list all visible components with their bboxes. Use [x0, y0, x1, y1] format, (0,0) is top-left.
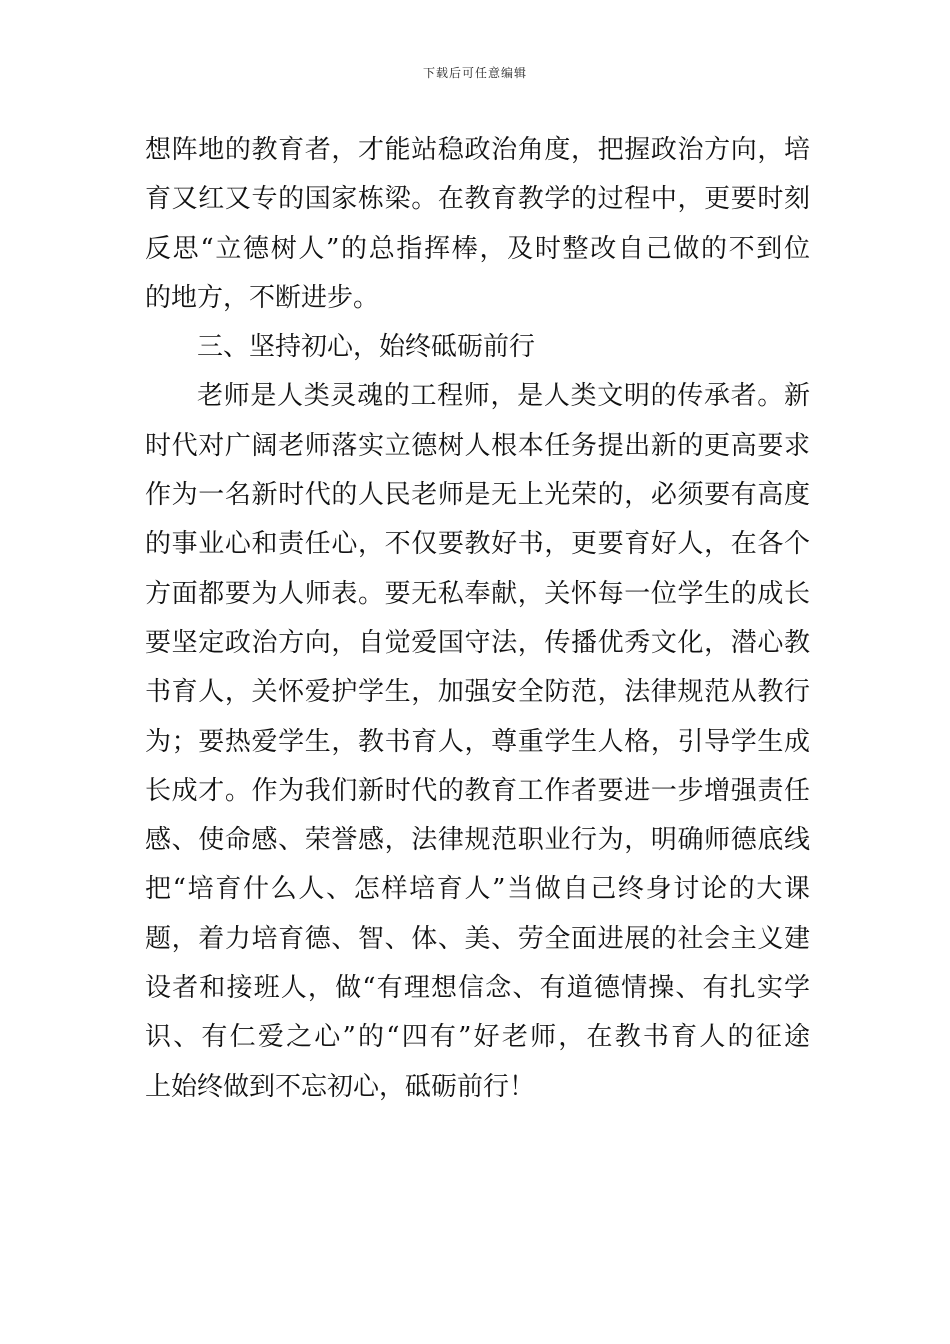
text-line: 想阵地的教育者，才能站稳政治角度，把握政治方向，培 — [145, 135, 810, 165]
text-line: 感、使命感、荣誉感，法律规范职业行为，明确师德底线 — [145, 825, 810, 856]
section-heading: 三、坚持初心，始终砥砺前行 — [197, 332, 536, 363]
text-line: 长成才。作为我们新时代的教育工作者要进一步增强责任 — [145, 775, 810, 806]
text-line: 上始终做到不忘初心，砥砺前行！ — [145, 1071, 536, 1102]
text-line: 的地方，不断进步。 — [145, 282, 380, 313]
text-line: 设者和接班人，做“有理想信念、有道德情操、有扎实学 — [145, 973, 810, 1004]
text-line: 识、有仁爱之心”的“四有”好老师，在教书育人的征途 — [145, 1022, 810, 1053]
text-line: 要坚定政治方向，自觉爱国守法，传播优秀文化，潜心教 — [145, 627, 810, 658]
text-line: 育又红又专的国家栋梁。在教育教学的过程中，更要时刻 — [145, 184, 810, 215]
text-line: 作为一名新时代的人民老师是无上光荣的，必须要有高度 — [145, 480, 810, 511]
download-note: 下载后可任意编辑 — [422, 66, 527, 80]
text-line: 方面都要为人师表。要无私奉献，关怀每一位学生的成长 — [145, 578, 810, 609]
text-line: 题，着力培育德、智、体、美、劳全面进展的社会主义建 — [145, 923, 810, 954]
text-line: 为；要热爱学生，教书育人，尊重学生人格，引导学生成 — [145, 726, 810, 757]
text-line: 书育人，关怀爱护学生，加强安全防范，法律规范从教行 — [145, 677, 810, 708]
text-line: 把“培育什么人、怎样培育人”当做自己终身讨论的大课 — [145, 874, 810, 905]
paragraph-start-line: 老师是人类灵魂的工程师，是人类文明的传承者。新 — [197, 381, 810, 412]
text-line: 的事业心和责任心，不仅要教好书，更要育好人，在各个 — [145, 529, 810, 560]
text-line: 时代对广阔老师落实立德树人根本任务提出新的更高要求 — [145, 430, 810, 461]
text-line: 反思“立德树人”的总指挥棒，及时整改自己做的不到位 — [145, 233, 810, 264]
document-body — [145, 126, 810, 1112]
